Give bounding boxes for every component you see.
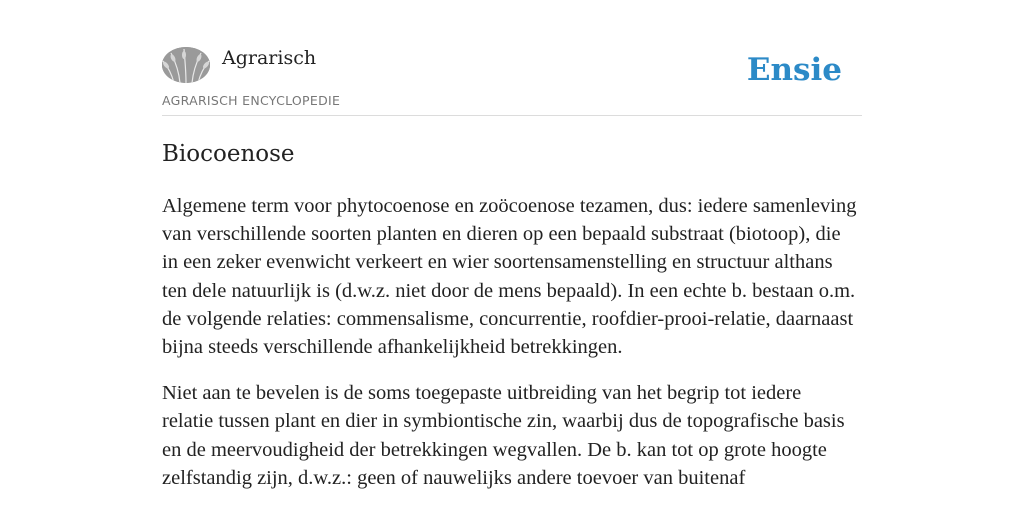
header bbox=[162, 0, 862, 116]
article-body bbox=[162, 192, 857, 510]
article-paragraph: Algemene term voor phytocoenose en zoöcoenose tezamen, dus: iedere samenleving van verschillende soorten planten en dieren op een bepaald substraat (biotoop), die in een zeker evenwicht verkeert en wier soortensamenstelling en structuur althans ten dele natuurlijk is (d.w.z. niet door de mens bepaald). In een echte b. bestaan o.m. de volgende relaties: commensalisme, concurrentie, roofdier-prooi-relatie, daarnaast bijna steeds verschillende afhankelijkheid betrekkingen. bbox=[162, 195, 857, 359]
page-title: Biocoenose bbox=[162, 141, 295, 167]
site-name[interactable]: Agrarisch bbox=[222, 47, 317, 69]
site-subtitle: AGRARISCH ENCYCLOPEDIE bbox=[162, 93, 341, 108]
wheat-icon[interactable] bbox=[162, 47, 210, 83]
brand-logo-link[interactable]: Ensie bbox=[746, 52, 842, 88]
article-paragraph: Niet aan te bevelen is de soms toegepaste uitbreiding van het begrip tot iedere relatie tussen plant en dier in symbiontische zin, waarbij dus de topografische basis en de meervoudigheid der betrekkingen wegvallen. De b. kan tot op grote hoogte zelfstandig zijn, d.w.z.: geen of nauwelijks andere toevoer van buitenaf bbox=[162, 382, 845, 489]
